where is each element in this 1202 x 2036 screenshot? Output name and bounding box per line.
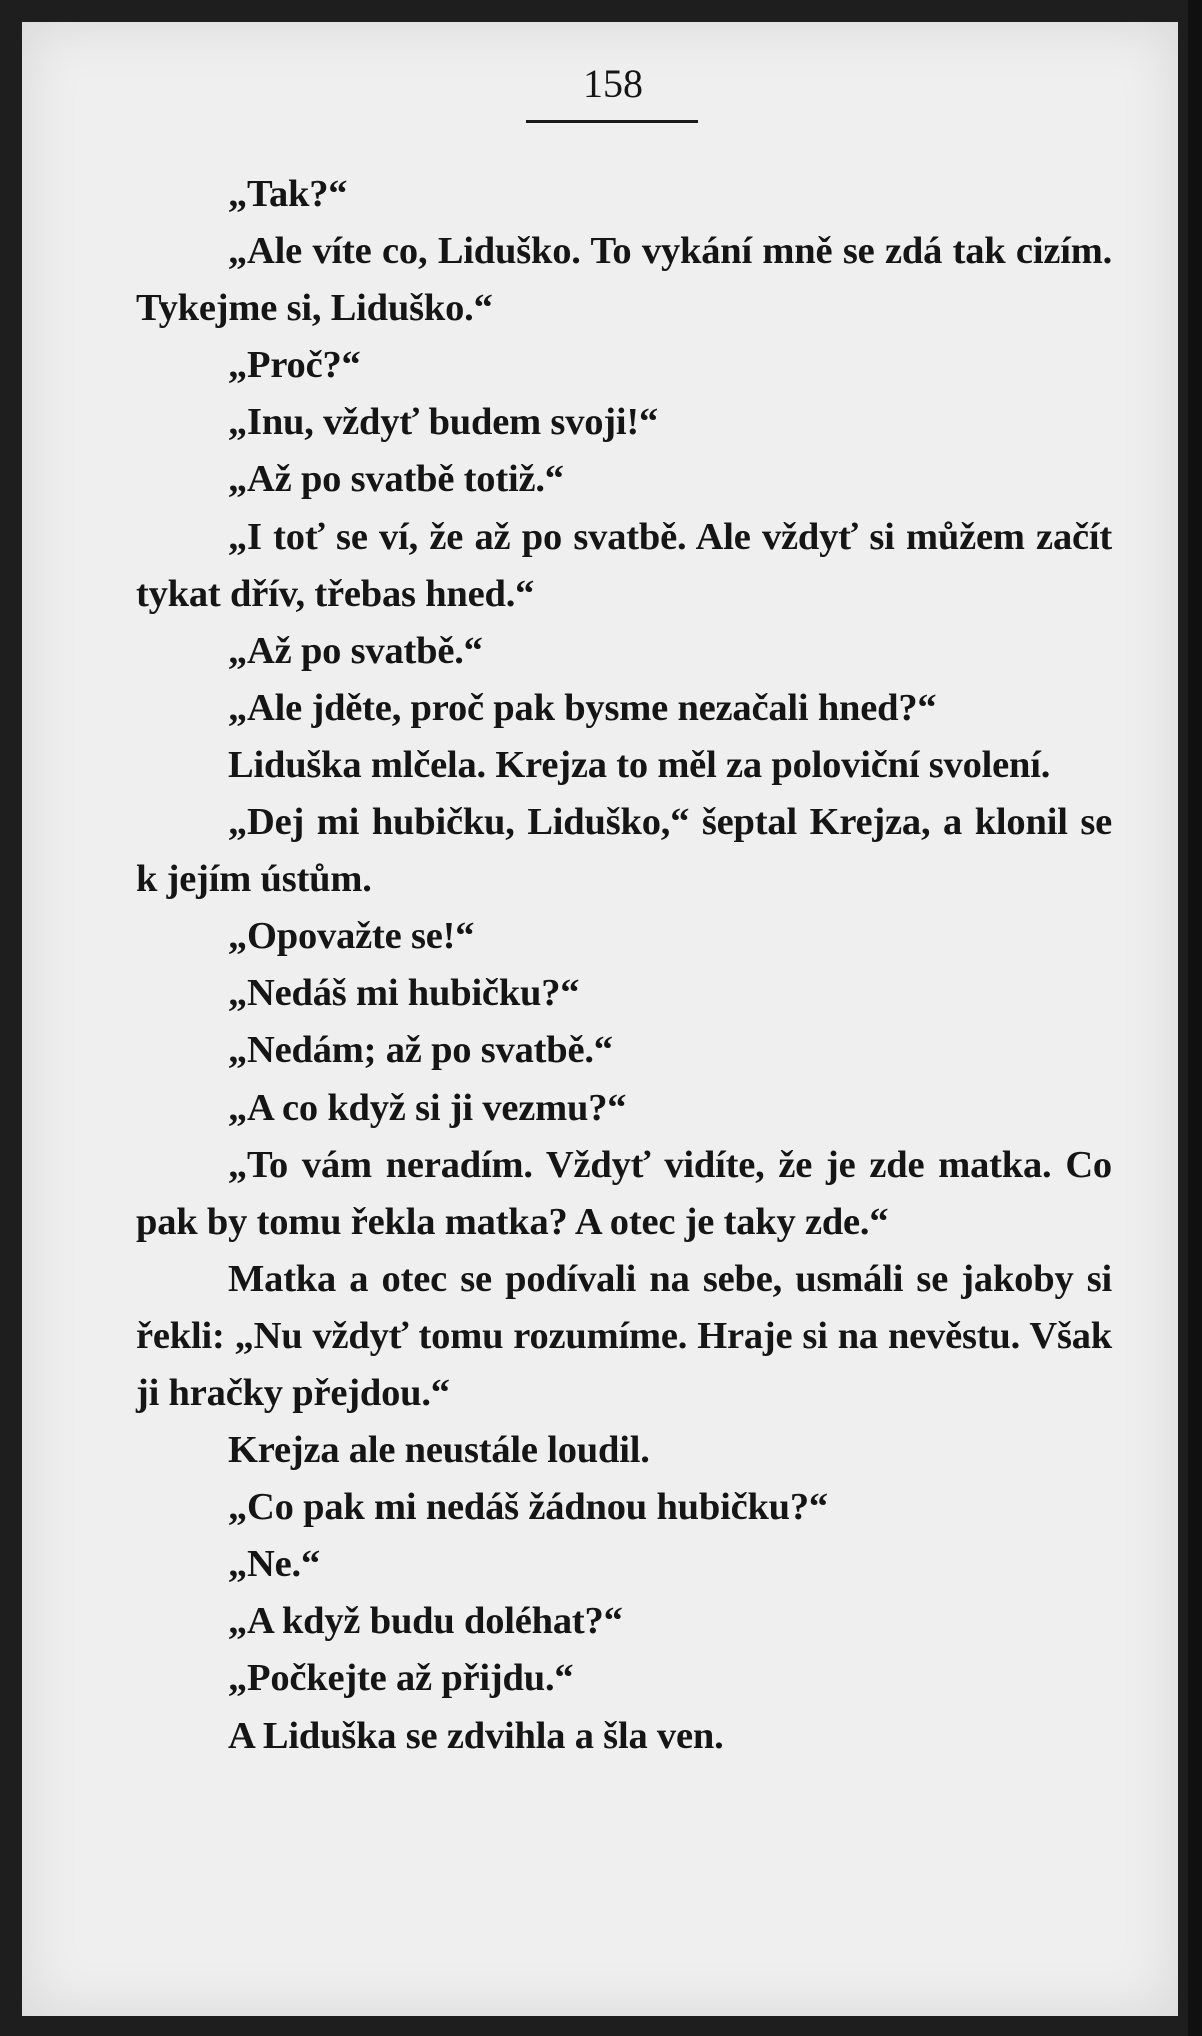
page-number-rule (526, 120, 698, 123)
paragraph: „Opovažte se!“ (228, 915, 475, 958)
body-text (136, 166, 1112, 1765)
paragraph: Liduška mlčela. Krejza to měl za poloviční svolení. (228, 743, 1051, 786)
paragraph: „A co když si ji vezmu?“ (228, 1086, 627, 1129)
paragraph: Krejza ale neustále loudil. (228, 1429, 650, 1472)
paragraph: „Tak?“ (228, 173, 348, 215)
paragraph: „Počkejte až přijdu.“ (228, 1657, 574, 1700)
paragraph: „Ale víte co, Liduško. To vykání mně se zdá tak cizím. Tykejme si, Liduško.“ (136, 230, 1112, 330)
paragraph: „Proč?“ (228, 344, 361, 387)
paragraph: A Liduška se zdvihla a šla ven. (228, 1714, 724, 1757)
paragraph: „Inu, vždyť budem svoji!“ (228, 401, 659, 444)
paragraph: „Až po svatbě totiž.“ (228, 458, 564, 501)
page-number: 158 (583, 61, 643, 106)
paragraph: Matka a otec se podívali na sebe, usmáli se jakoby si řekli: „Nu vždyť tomu rozumíme. Hraje si na nevěstu. Však ji hračky přejdou.“ (136, 1257, 1112, 1414)
paragraph: „Nedáš mi hubičku?“ (228, 972, 580, 1015)
scan-edge (1188, 0, 1202, 2036)
paragraph: „A když budu doléhat?“ (228, 1600, 623, 1643)
paragraph: „Až po svatbě.“ (228, 629, 483, 672)
paragraph: „Ne.“ (228, 1543, 321, 1586)
paragraph: „Co pak mi nedáš žádnou hubičku?“ (228, 1486, 828, 1529)
paragraph: „Ale jděte, proč pak bysme nezačali hned?“ (228, 686, 937, 729)
paragraph: „To vám neradím. Vždyť vidíte, že je zde matka. Co pak by tomu řekla matka? A otec je taky zde.“ (136, 1143, 1112, 1243)
paragraph: „I toť se ví, že až po svatbě. Ale vždyť si můžem začít tykat dřív, třebas hned.“ (136, 515, 1112, 615)
paragraph: „Dej mi hubičku, Liduško,“ šeptal Krejza, a klonil se k jejím ústům. (136, 801, 1112, 901)
paragraph: „Nedám; až po svatbě.“ (228, 1029, 613, 1072)
